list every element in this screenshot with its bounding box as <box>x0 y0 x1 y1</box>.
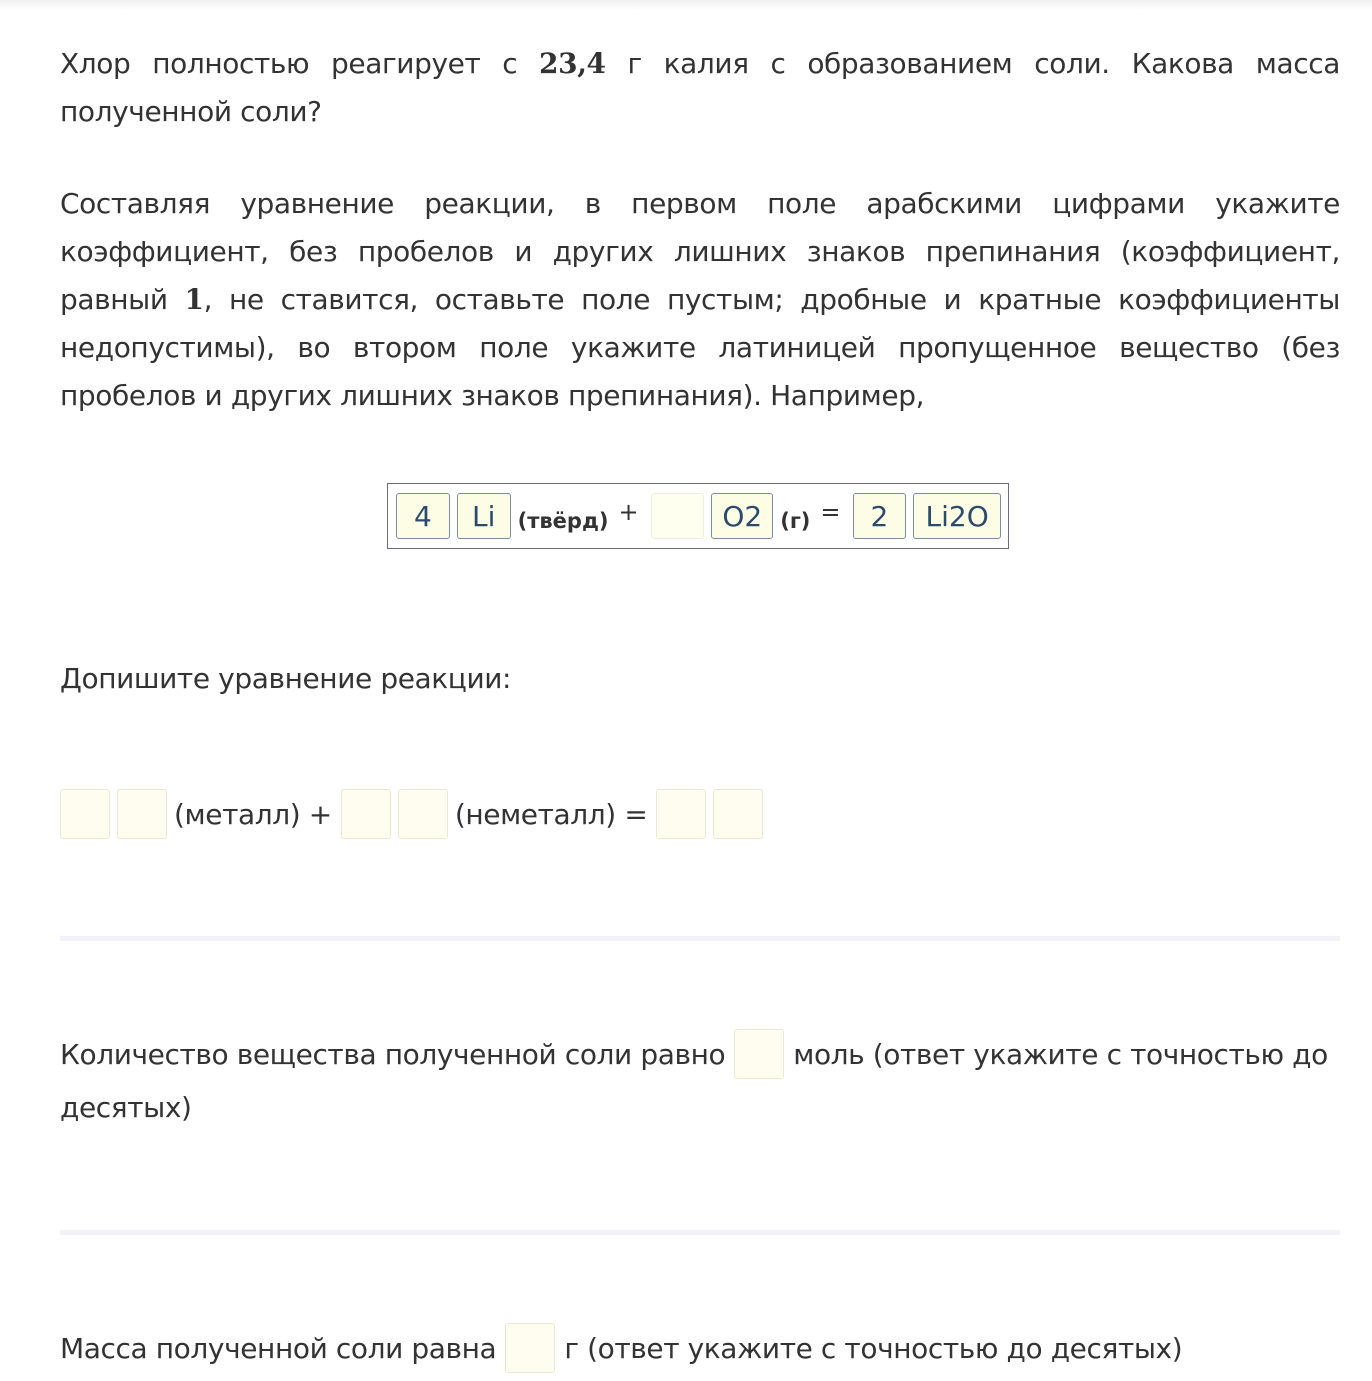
instructions-text: Составляя уравнение реакции, в первом поле арабскими цифрами укажите коэффициент, без пробелов и других лишних знаков препинания (коэффициент, равный <box>60 187 1340 316</box>
problem-text: Хлор полностью реагирует с <box>60 47 540 80</box>
metal-substance-input[interactable] <box>117 789 167 839</box>
problem-statement <box>60 40 1340 136</box>
example-substance-3: Li2O <box>913 493 1001 539</box>
metal-coefficient-input[interactable] <box>60 789 110 839</box>
example-state-1: (твёрд) <box>517 509 609 533</box>
nonmetal-label: (неметалл) = <box>454 797 648 831</box>
instructions-text-end: , не ставится, оставьте поле пустым; дробные и кратные коэффициенты недопустимы), во втором поле укажите латиницей пропущенное вещество (без пробелов и других лишних знаков препинания). Например, <box>60 283 1340 412</box>
mass-question-unit: г (ответ укажите с точностью до десятых) <box>564 1331 1183 1365</box>
equation-prompt: Допишите уравнение реакции: <box>60 662 512 695</box>
equation-row <box>60 788 770 840</box>
example-substance-2: O2 <box>711 493 773 539</box>
example-state-2: (г) <box>780 509 811 533</box>
example-plus: + <box>618 498 639 526</box>
section-divider <box>60 936 1340 941</box>
example-coef-2 <box>651 493 705 539</box>
problem-text-end: г калия с образованием соли. Какова масса полученной соли? <box>60 47 1341 128</box>
example-substance-1: Li <box>457 493 511 539</box>
metal-label: (металл) + <box>174 797 332 831</box>
moles-question <box>60 1028 1340 1126</box>
example-coef-1: 4 <box>396 493 450 539</box>
instructions <box>60 180 1340 420</box>
moles-question-text: Количество вещества полученной соли равно <box>60 1037 726 1071</box>
nonmetal-coefficient-input[interactable] <box>341 789 391 839</box>
example-coef-3: 2 <box>853 493 907 539</box>
product-substance-input[interactable] <box>713 789 763 839</box>
mass-question <box>60 1322 1182 1374</box>
section-divider <box>60 1230 1340 1235</box>
mass-value: 23,4 <box>539 47 606 80</box>
top-shadow <box>0 0 1372 10</box>
nonmetal-substance-input[interactable] <box>398 789 448 839</box>
moles-question-tail: десятых) <box>60 1091 192 1124</box>
example-equation <box>387 483 1009 549</box>
mass-answer-input[interactable] <box>505 1323 555 1373</box>
mass-question-text: Масса полученной соли равна <box>60 1331 497 1365</box>
coefficient-one: 1 <box>184 283 204 316</box>
example-equals: = <box>820 498 841 526</box>
product-coefficient-input[interactable] <box>656 789 706 839</box>
moles-question-unit: моль (ответ укажите с точностью до <box>793 1037 1328 1071</box>
moles-answer-input[interactable] <box>734 1029 784 1079</box>
